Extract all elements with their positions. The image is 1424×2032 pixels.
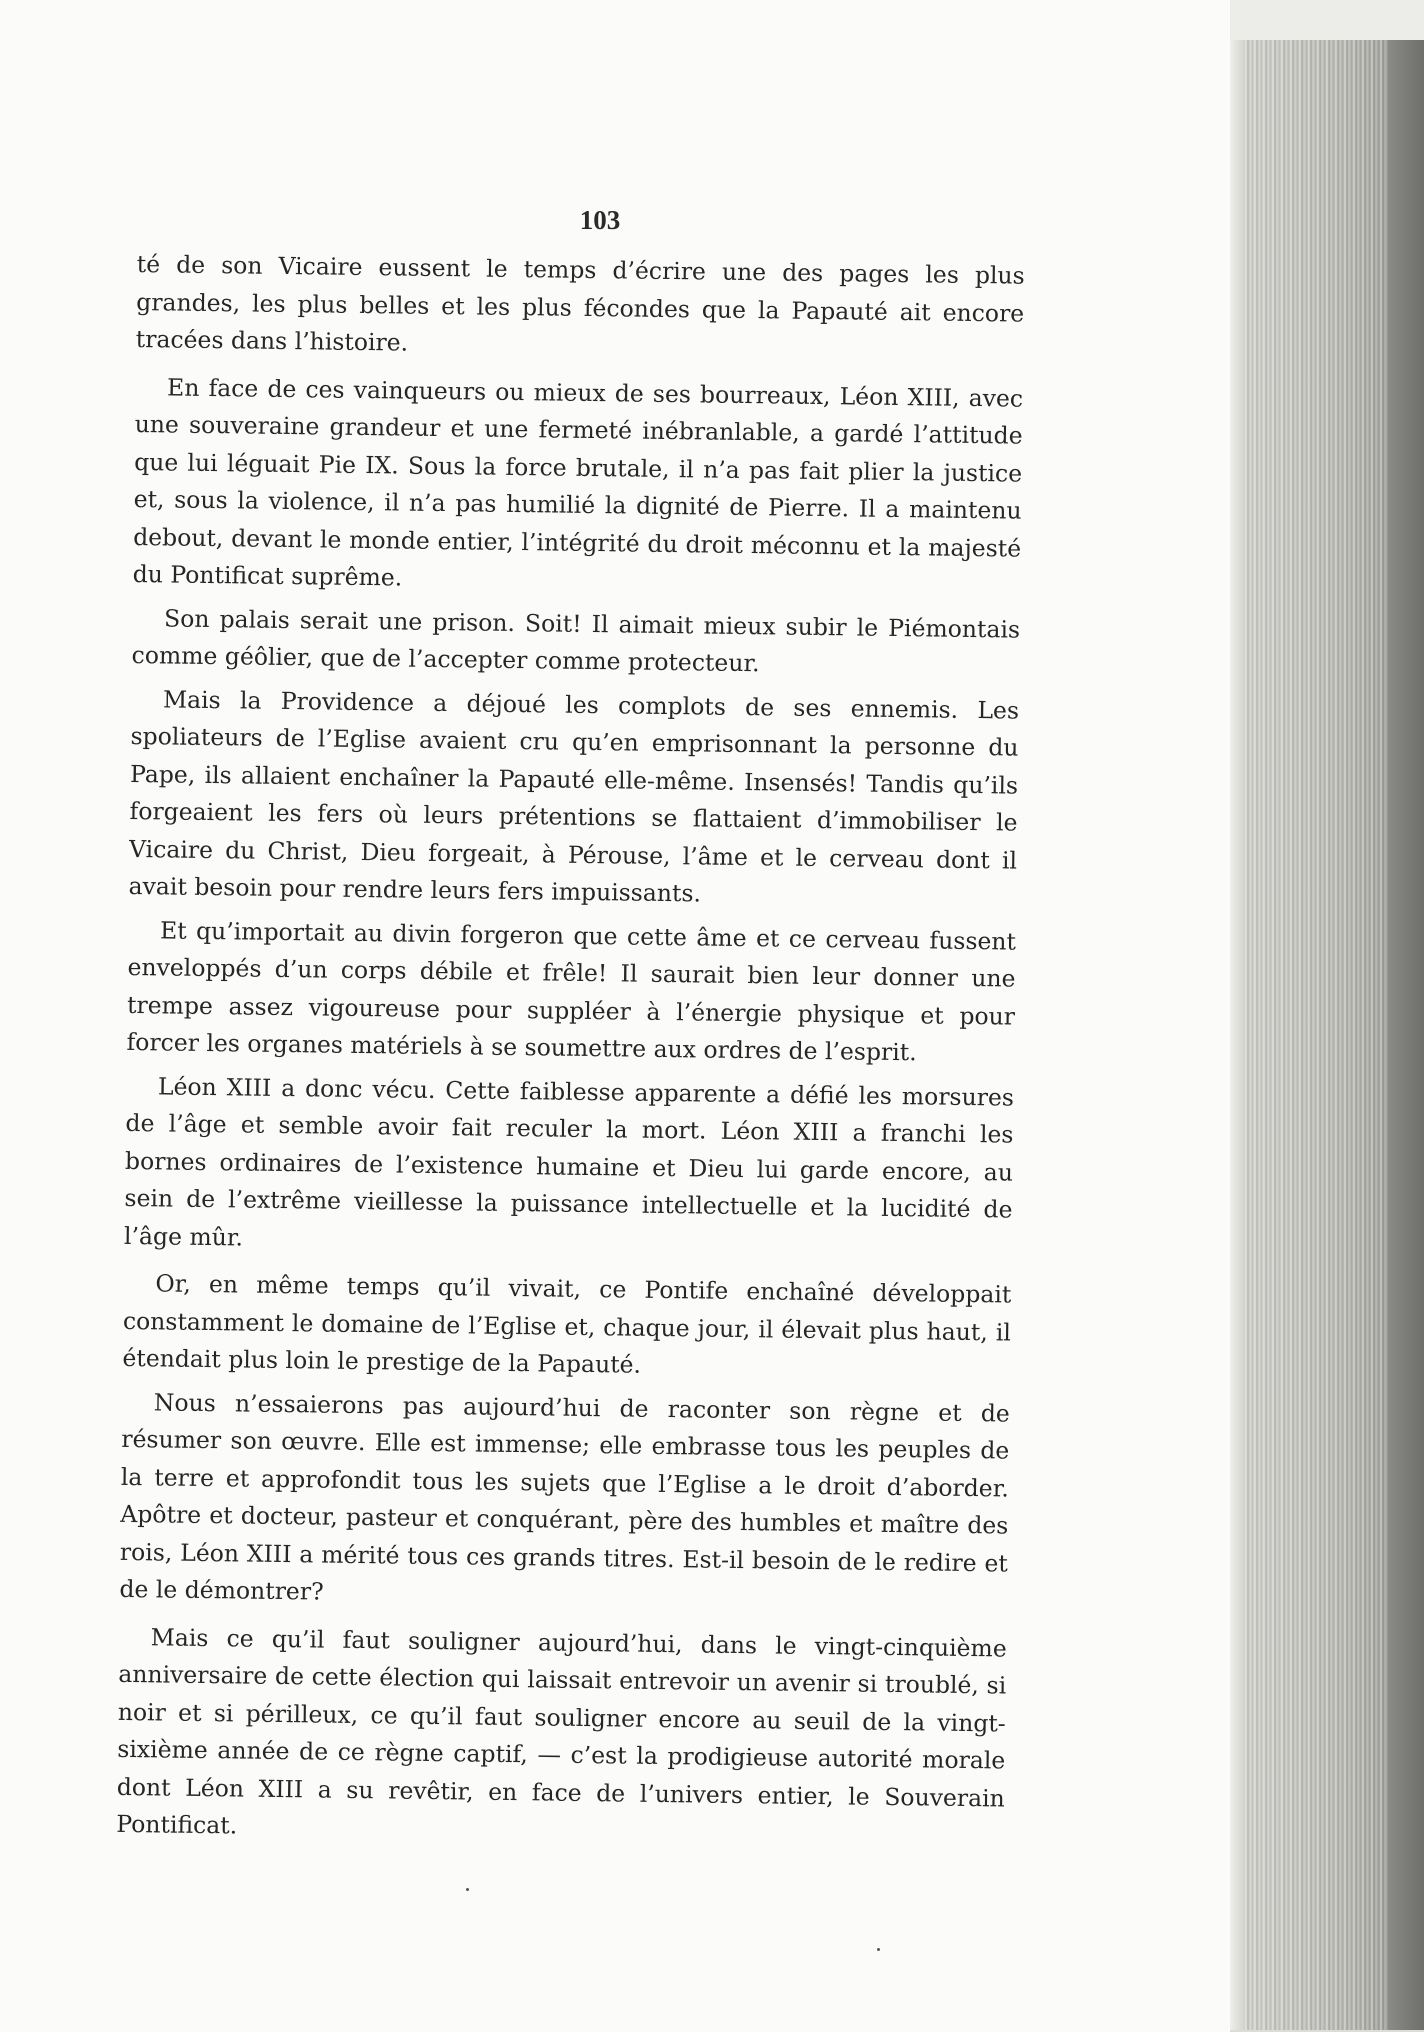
paragraph-2: En face de ces vainqueurs ou mieux de ses bourreaux, Léon XIII, avec une souveraine grandeur et une fermeté inébranlable, a gardé l’attitude que lui léguait Pie IX. Sous la force brutale, il n’a pas fait plier la justice et, sous la violence, il n’a pas humilié la dignité de Pierre. Il a maintenu debout, devant le monde entier, l’intégrité du droit méconnu et la majesté du Pontificat suprême. (132, 372, 1024, 592)
paragraph-5: Et qu’importait au divin forgeron que cette âme et ce cerveau fussent enveloppés d’un corps débile et frêle! Il saurait bien leur donner une trempe assez vigoureuse pour suppléer à l’énergie physique et pour forcer les organes matériels à se soumettre aux ordres de l’esprit. (126, 915, 1017, 1067)
page-stack-edge (1244, 40, 1388, 2030)
paper-speck (466, 1888, 469, 1891)
paragraph-1: té de son Vicaire eussent le temps d’écrire une des pages les plus grandes, les plus belles et les plus fécondes que la Papauté ait encore tracées dans l’histoire. (135, 249, 1025, 357)
page-number: 103 (579, 205, 621, 235)
page-stack-shadow (1388, 40, 1424, 2030)
paragraph-4: Mais la Providence a déjoué les complots de ses ennemis. Les spoliateurs de l’Eglise avaient cru qu’en emprisonnant la personne du Pape, ils allaient enchaîner la Papauté elle-même. Insensés! Tandis qu’ils forgeaient les fers où leurs prétentions se flattaient d’immobiliser le Vicaire du Christ, Dieu forgeait, à Pérouse, l’âme et le cerveau dont il avait besoin pour rendre leurs fers impuissants. (128, 684, 1020, 908)
paragraph-3: Son palais serait une prison. Soit! Il aimait mieux subir le Piémontais comme géôlier, que de l’accepter comme protecteur. (131, 603, 1021, 678)
body-text (116, 246, 1025, 1861)
paragraph-7: Or, en même temps qu’il vivait, ce Pontife enchaîné développait constamment le domaine de l’Eglise et, chaque jour, il élevait plus haut, il étendait plus loin le prestige de la Papauté. (122, 1269, 1012, 1379)
paragraph-6: Léon XIII a donc vécu. Cette faiblesse apparente a défié les morsures de l’âge et semble avoir fait reculer la mort. Léon XIII a franchi les bornes ordinaires de l’existence humaine et Dieu lui garde encore, au sein de l’extrême vieillesse la puissance intellectuelle et la lucidité de l’âge mûr. (123, 1071, 1015, 1251)
paragraph-8: Nous n’essaierons pas aujourd’hui de raconter son règne et de résumer son œuvre. Elle est immense; elle embrasse tous les peuples de la terre et approfondit tous les sujets que l’Eglise a le droit d’aborder. Apôtre et docteur, pasteur et conquérant, père des humbles et maître des rois, Léon XIII a mérité tous ces grands titres. Est-il besoin de le redire et de le démontrer? (119, 1387, 1010, 1606)
background-strip (1230, 0, 1424, 44)
page-gutter (1230, 40, 1244, 2030)
paper-speck (877, 1948, 880, 1951)
paragraph-9: Mais ce qu’il faut souligner aujourd’hui, dans le vingt-cinquième anniversaire de cette élection qui laissait entrevoir un avenir si troublé, si noir et si périlleux, ce qu’il faut souligner encore au seuil de la vingt-sixième année de ce règne captif, — c’est la prodigieuse autorité morale dont Léon XIII a su revêtir, en face de l’univers entier, le Souverain Pontificat. (116, 1622, 1007, 1840)
